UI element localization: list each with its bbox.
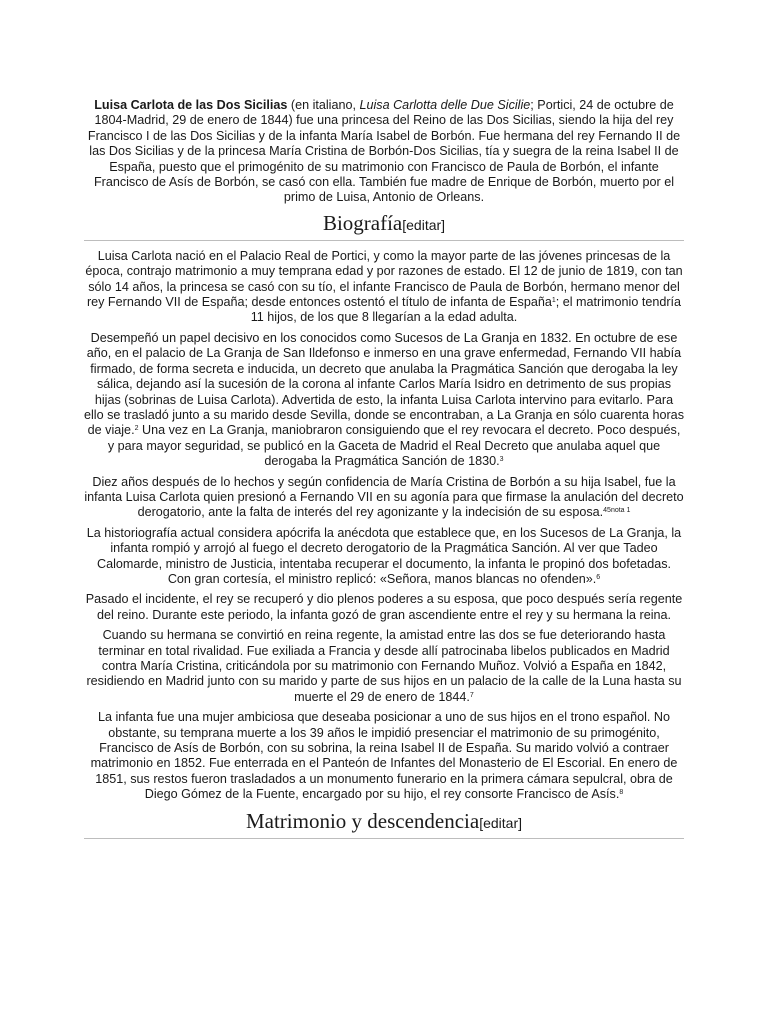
section-title: Matrimonio y descendencia xyxy=(245,808,480,833)
reference-link[interactable]: 1 xyxy=(551,297,556,305)
paragraph-7 xyxy=(84,710,684,802)
paragraph-text: Diez años después de lo hechos y según confidencia de María Cristina de Borbón a su hija Isabel, fue la infanta Luisa Carlota quien presionó a Fernando VII en su agonía para que firmase la anulación del decreto derogatorio, ante la falta de interés del rey agonizante y la indecisión de su esposa. xyxy=(84,474,684,520)
paragraph-3 xyxy=(84,475,684,521)
paragraph-text: Una vez en La Granja, maniobraron consiguiendo que el rey revocara el decreto. Poco después, y para mayor seguridad, se publicó en la Gaceta de Madrid el Real Decreto que anulaba aquel que derogaba la Pragmática Sanción de 1830. xyxy=(107,423,681,469)
paragraph-text: Luisa Carlota nació en el Palacio Real de Portici, y como la mayor parte de las jóvenes princesas de la época, contrajo matrimonio a muy temprana edad y por razones de estado. El 12 de junio de 1819, con tan sólo 14 años, la princesa se casó con su tío, el infante Francisco de Paula de Borbón, hermano menor del rey Fernando VII de España; desde entonces ostentó el título de infanta de España xyxy=(85,248,683,310)
section-title: Biografía xyxy=(322,210,403,235)
paragraph-4 xyxy=(84,526,684,588)
paragraph-text: Cuando su hermana se convirtió en reina regente, la amistad entre las dos se fue deteriorando hasta terminar en total rivalidad. Fue exiliada a Francia y desde allí patrocinaba libelos publicados en Madrid contra María Cristina, criticándola por su matrimonio con Fernando Muñoz. Volvió a España en 1842, residiendo en Madrid junto con su marido y parte de sus hijos en un palacio de la calle de la Luna hasta su muerte el 29 de enero de 1844. xyxy=(86,628,682,704)
intro-text-2: ; Portici, 24 de octubre de 1804-Madrid, 29 de enero de 1844) fue una princesa del Reino de las Dos Sicilias, siendo la hija del rey Francisco I de las Dos Sicilias y de la infanta María Isabel de Borbón. Fue hermana del rey Fernando II de las Dos Sicilias y de la princesa María Cristina de Borbón-Dos Sicilias, tía y suegra de la reina Isabel II de España, puesto que el primogénito de su matrimonio con Francisco de Paula de Borbón, el infante Francisco de Asís de Borbón, se casó con ella. También fue madre de Enrique de Borbón, muerto por el primo de Luisa, Antonio de Orleans. xyxy=(87,98,681,205)
reference-link[interactable]: 8 xyxy=(619,789,624,797)
paragraph-text: La infanta fue una mujer ambiciosa que deseaba posicionar a uno de sus hijos en el trono español. No obstante, su temprana muerte a los 39 años le impidió presenciar el matrimonio de su primogénito, Francisco de Asís de Borbón, con su sobrina, la reina Isabel II de España. Su marido volvió a contraer matrimonio en 1852. Fue enterrada en el Panteón de Infantes del Monasterio de El Escorial. En enero de 1851, sus restos fueron trasladados a un monumento funerario en la primera cámara sepulcral, obra de Diego Gómez de la Fuente, encargado por su hijo, el rey consorte Francisco de Asís. xyxy=(90,710,678,802)
paragraph-text: Desempeñó un papel decisivo en los conocidos como Sucesos de La Granja en 1832. En octubre de ese año, en el palacio de La Granja de San Ildefonso e inmerso en una grave enfermedad, Fernando VII había firmado, de forma secreta e inducida, un decreto que anulaba la Pragmática Sanción que derogaba la ley sálica, dejando así la sucesión de la corona al infante Carlos María Isidro en detrimento de sus propias hijas (sobrinas de Luisa Carlota). Advertida de esto, la infanta Luisa Carlota intervino para evitarlo. Para ello se trasladó junto a su marido desde Sevilla, donde se encontraban, a La Granja en sólo cuarenta horas de viaje. xyxy=(84,330,684,438)
intro-paragraph xyxy=(84,98,684,206)
italian-name: Luisa Carlotta delle Due Sicilie xyxy=(359,98,531,112)
reference-link[interactable]: 6 xyxy=(596,573,601,581)
paragraph-2 xyxy=(84,331,684,470)
section-heading-matrimonio xyxy=(84,808,684,836)
paragraph-text: La historiografía actual considera apócrifa la anécdota que establece que, en los Sucesos de La Granja, la infanta rompió y arrojó al fuego el decreto derogatorio de la Pragmática Sanción. Al ver que Tadeo Calomarde, ministro de Justicia, intentaba recuperar el documento, la infanta le propinó dos bofetadas. Con gran cortesía, el ministro replicó: «Señora, manos blancas no ofenden». xyxy=(86,525,682,586)
section-divider xyxy=(84,838,684,839)
intro-name: Luisa Carlota de las Dos Sicilias xyxy=(94,98,288,112)
reference-link[interactable]: 3 xyxy=(499,456,504,464)
reference-link[interactable]: 45nota 1 xyxy=(603,507,631,515)
reference-link[interactable]: 7 xyxy=(469,691,474,699)
paragraph-6 xyxy=(84,628,684,705)
intro-text-1: (en italiano, xyxy=(287,98,360,112)
section-divider xyxy=(84,240,684,241)
reference-link[interactable]: 2 xyxy=(134,425,139,433)
section-heading-biografia xyxy=(84,210,684,238)
edit-link-matrimonio[interactable]: [editar] xyxy=(479,814,523,831)
article-body xyxy=(84,98,684,847)
edit-link-biografia[interactable]: [editar] xyxy=(402,216,446,233)
paragraph-1 xyxy=(84,249,684,326)
paragraph-text: ; el matrimonio tendría 11 hijos, de los que 8 llegarían a la edad adulta. xyxy=(250,295,682,325)
paragraph-5: Pasado el incidente, el rey se recuperó y dio plenos poderes a su esposa, que poco después sería regente del reino. Durante este periodo, la infanta gozó de gran ascendiente entre el rey y su hermana la reina. xyxy=(85,592,683,622)
